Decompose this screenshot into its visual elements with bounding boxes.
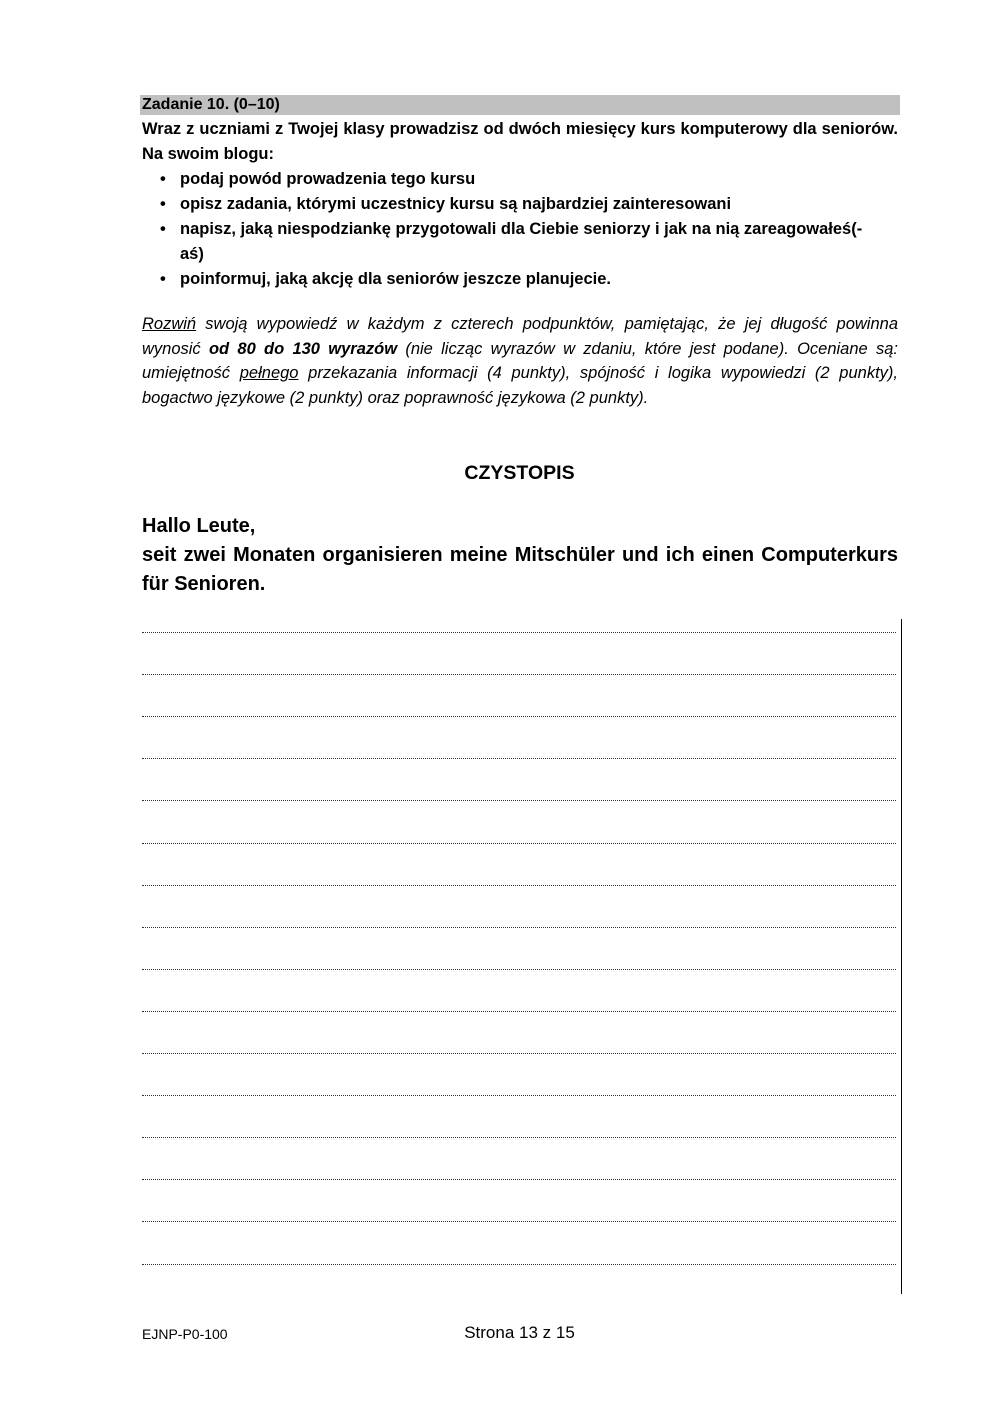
letter-opening: seit zwei Monaten organisieren meine Mitschüler und ich einen Computerkurs für Senioren.	[142, 544, 898, 595]
instructions-text: swoją wypowiedź w każdym z czterech podpunktów, pamiętając, że jej długość powinna wynosić	[142, 315, 898, 358]
instructions-paragraph	[142, 312, 898, 410]
writing-line[interactable]	[142, 800, 896, 801]
margin-line	[901, 619, 902, 1294]
document-code: EJNP-P0-100	[142, 1326, 228, 1342]
writing-line[interactable]	[142, 1011, 896, 1012]
writing-line[interactable]	[142, 758, 896, 759]
task-bullet-item: • poinformuj, jaką akcję dla seniorów jeszcze planujecie.	[142, 267, 882, 292]
writing-line[interactable]	[142, 969, 896, 970]
task-bullet-list	[142, 167, 882, 292]
instructions-text: (nie licząc wyrazów w zdaniu, które jest podane). Oceniane są: umiejętność	[142, 339, 898, 382]
section-title: CZYSTOPIS	[464, 462, 575, 484]
writing-line[interactable]	[142, 1137, 896, 1138]
writing-line[interactable]	[142, 927, 896, 928]
task-bullet-item: • napisz, jaką niespodziankę przygotowali dla Ciebie seniorzy i jak na nią zareagowałeś(-aś)	[142, 217, 882, 267]
task-header: Zadanie 10. (0–10)	[140, 95, 900, 115]
instructions-text: przekazania informacji (4 punkty), spójność i logika wypowiedzi (2 punkty), bogactwo językowe (2 punkty) oraz poprawność językowa (2 punkty).	[142, 364, 898, 407]
writing-line[interactable]	[142, 1179, 896, 1180]
writing-line[interactable]	[142, 1095, 896, 1096]
letter-greeting: Hallo Leute,	[142, 515, 256, 537]
writing-line[interactable]	[142, 632, 896, 633]
writing-line[interactable]	[142, 885, 896, 886]
task-intro: Wraz z uczniami z Twojej klasy prowadzisz od dwóch miesięcy kurs komputerowy dla seniorów. Na swoim blogu:	[142, 120, 898, 163]
writing-line[interactable]	[142, 843, 896, 844]
writing-line[interactable]	[142, 1221, 896, 1222]
writing-line[interactable]	[142, 1053, 896, 1054]
task-bullet-item: • podaj powód prowadzenia tego kursu	[142, 167, 882, 192]
instructions-underlined-word: Rozwiń	[142, 315, 197, 333]
writing-line[interactable]	[142, 1264, 896, 1265]
page-number: Strona 13 z 15	[464, 1323, 575, 1342]
writing-line[interactable]	[142, 674, 896, 675]
writing-area[interactable]	[142, 620, 896, 1280]
instructions-word-count: od 80 do 130 wyrazów	[208, 339, 398, 358]
task-bullet-item: • opisz zadania, którymi uczestnicy kursu są najbardziej zainteresowani	[142, 192, 882, 217]
instructions-underlined-word: pełnego	[239, 364, 299, 382]
writing-line[interactable]	[142, 716, 896, 717]
